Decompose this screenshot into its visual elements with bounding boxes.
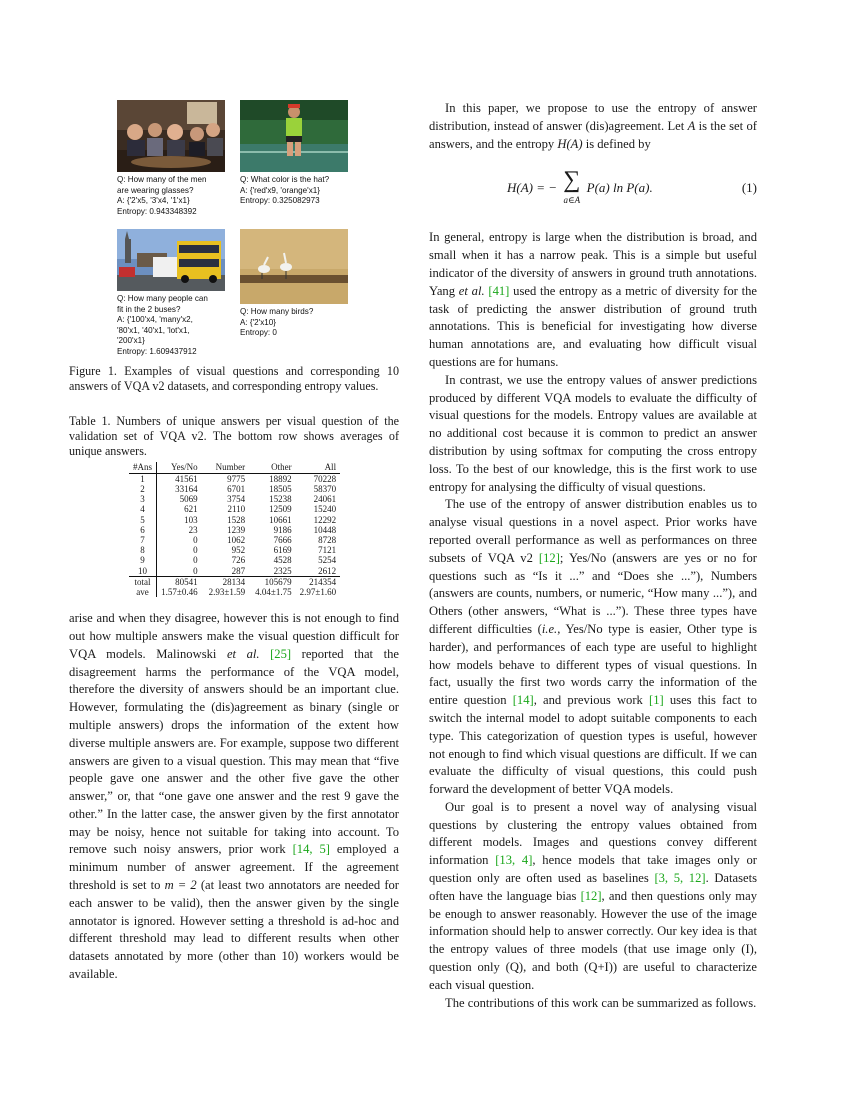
table-cell: 0 <box>193 555 198 566</box>
paragraph: The contributions of this work can be summarized as follows. <box>445 995 757 1010</box>
table-cell: 7666 <box>273 534 292 545</box>
paragraph: In contrast, we use the entropy values of answer predictions produced by different VQA models to evaluate the difficulty of visual questions for the models. Entropy values are available at no additional cost because it is common to predict an answer distribution by using softmax for computing the cross entropy loss. To the best of our knowledge, this is the first work to use entropy for analysing the difficulty of visual questions. <box>429 372 757 494</box>
equation-lhs: H(A) = − <box>507 180 558 196</box>
text-span: used the entropy as a metric of diversity for the task of predicting the answer distribution of ground truth annotations. This is beneficial for investigating how diverse human annotations are, and evaluating how difficult visual questions are for humans. <box>429 283 757 369</box>
text-span: employed a minimum number of answer agreement. If the agreement threshold is set to <box>69 842 399 893</box>
question-text: Q: How many birds? <box>240 307 314 316</box>
figure-item-2 <box>240 100 348 207</box>
math-span: m = 2 <box>164 878 197 893</box>
table-row <box>129 576 340 587</box>
table-cell: 0 <box>193 545 198 556</box>
photo-tennis-player <box>240 100 348 172</box>
figure-item-4 <box>240 229 348 339</box>
table-cell: 1528 <box>227 514 246 525</box>
table-cell: 2.93±1.59 <box>208 586 246 597</box>
figure-item-1 <box>117 100 225 217</box>
table-cell: 105679 <box>249 576 296 587</box>
table-cell: 2.97±1.60 <box>299 586 337 597</box>
text-span: (at least two annotators are needed for each answer to be valid), then the answer given by the single annotator is ignored. However setting a threshold is ad-hoc and different threshold may lead to different results when other datasets annotated by more (other than 10) workers would be available. <box>69 878 400 982</box>
table-cell: 1062 <box>227 534 246 545</box>
question-text: Q: What color is the hat? <box>240 175 330 184</box>
paragraph <box>429 229 757 371</box>
question-text-cont: are wearing glasses? <box>117 185 194 195</box>
text-span: Our goal is to present a novel way of analysing visual questions by clustering the entropy values obtained from different models. Images and questions convey different information <box>429 799 757 868</box>
table-cell: 80541 <box>157 576 202 587</box>
question-text-cont: fit in the 2 buses? <box>117 304 181 314</box>
figure-item-3 <box>117 229 225 358</box>
question-text: Q: How many of the men <box>117 175 207 184</box>
text-span: et al. <box>226 646 260 661</box>
table-row <box>129 535 340 545</box>
text-span: is the set of answers, and the entropy <box>429 118 757 151</box>
table-cell: total <box>129 576 157 587</box>
table-cell: 103 <box>184 514 198 525</box>
table-cell: 0 <box>193 565 198 576</box>
citation-link[interactable]: [25] <box>270 646 292 661</box>
text-span: In this paper, we propose to use the entropy of answer distribution, instead of answer (dis)agreement. Let <box>429 101 757 133</box>
table-cell: 2 <box>129 484 157 494</box>
answers-text: A: {'red'x9, 'orange'x1} <box>240 185 320 195</box>
table-header: Other <box>249 462 296 473</box>
paragraph <box>69 610 399 984</box>
table-cell: 18892 <box>269 473 292 484</box>
math-span: A <box>687 118 696 133</box>
figure-1 <box>69 96 399 354</box>
table-header: Number <box>202 462 250 473</box>
table-cell: 41561 <box>175 473 198 484</box>
citation-link[interactable]: [13, 4] <box>495 853 533 868</box>
table-cell: 23 <box>188 524 198 535</box>
sum-operator <box>563 165 580 205</box>
table-cell: 0 <box>193 534 198 545</box>
table-cell: 3754 <box>227 494 246 505</box>
table-cell: 12509 <box>269 504 292 515</box>
citation-link[interactable]: [1] <box>649 693 664 708</box>
table-cell: 4528 <box>273 555 292 566</box>
table-row <box>129 504 340 514</box>
text-span: In general, entropy is large when the distribution is broad, and small when it has a narrow peak. This is a simple but useful indicator of the diversity of answers in ground truth annotations. Yang <box>429 230 757 298</box>
table-cell: 4.04±1.75 <box>255 586 292 597</box>
table-body <box>129 473 340 597</box>
table-cell: 1239 <box>227 524 246 535</box>
table-header-row <box>129 462 340 473</box>
table-cell: 58370 <box>313 483 337 494</box>
table-cell: 6 <box>129 525 157 535</box>
table-header: Yes/No <box>157 462 202 473</box>
table-cell: 8 <box>129 545 157 555</box>
sum-symbol: ∑ <box>563 167 581 194</box>
entropy-text: Entropy: 0.325082973 <box>240 196 320 206</box>
text-span: uses this fact to switch the internal model to adopt suitable components to each type. This categorization of question types is useful, however not enough to find which visual questions are difficult. If we can evaluate the difficulty of visual questions, this could push forward the development of better VQA models. <box>429 693 757 797</box>
table-cell: 10448 <box>313 524 337 535</box>
answers-text: A: {'100'x4, 'many'x2, <box>117 315 193 325</box>
table-cell: 1 <box>129 473 157 484</box>
table-cell: 2325 <box>273 565 292 576</box>
table-cell: 1.57±0.46 <box>161 586 198 597</box>
table-row <box>129 473 340 484</box>
table-cell: 9 <box>129 555 157 565</box>
citation-link[interactable]: [12] <box>538 550 560 565</box>
left-body-text <box>69 610 399 984</box>
equation-number: (1) <box>741 180 757 196</box>
table-cell: 7121 <box>318 545 337 556</box>
table-cell: 214354 <box>296 576 340 587</box>
table-cell: 5069 <box>179 494 198 505</box>
table-row <box>129 525 340 535</box>
equation-body <box>507 165 653 205</box>
table-cell: 2612 <box>318 565 337 576</box>
text-span: . Datasets often have the language bias <box>429 871 757 903</box>
entropy-text: Entropy: 0 <box>240 328 277 338</box>
answers-table <box>129 462 340 597</box>
equation-1 <box>429 159 757 223</box>
answers-text: A: {'2'x5, '3'x4, '1'x1} <box>117 196 190 206</box>
table-cell: 15238 <box>269 494 292 505</box>
text-span: reported that the disagreement harms the performance of the VQA model, therefore the diversity of answers should be an important clue. However, formulating the (dis)agreement as binary (single or multiple answers) drops the information of the extent how diverse multiple answers are. For example, suppose two different answers are given to a visual question. This may mean that “five people gave one answer and the other five gave the other answer,” or, that “one gave one answer and the rest 9 gave the other.” In the latter case, the answer given by the first annotator may be noisy, hence not suitable for taking into account. To remove such noisy answers, prior work <box>69 646 399 857</box>
table-row <box>129 555 340 565</box>
photo-men-dinner <box>117 100 225 172</box>
table-header: #Ans <box>129 462 157 473</box>
table-row <box>129 515 340 525</box>
citation-link[interactable]: [14, 5] <box>292 842 330 857</box>
text-span: arise and when they disagree, however this is not enough to find out how multiple answers make the visual question difficult for VQA models. Malinowski <box>69 611 399 661</box>
figure-caption: Figure 1. Examples of visual questions and corresponding 10 answers of VQA v2 datasets, and corresponding entropy values. <box>69 364 399 394</box>
text-span: , and previous work <box>533 693 650 708</box>
qa-block-3 <box>117 294 225 358</box>
citation-link[interactable]: [41] <box>488 283 510 298</box>
table-cell: 9186 <box>273 524 292 535</box>
table-cell: 7 <box>129 535 157 545</box>
table-cell: 5 <box>129 515 157 525</box>
table-cell: 24061 <box>313 494 337 505</box>
table-cell: 12292 <box>313 514 337 525</box>
table-cell: 9775 <box>227 473 246 484</box>
question-text: Q: How many people can <box>117 294 208 303</box>
qa-block-4 <box>240 307 348 339</box>
sum-subscript: a∈A <box>563 195 581 206</box>
answers-text-cont: '80'x1, '40'x1, 'lot'x1, <box>117 325 190 335</box>
qa-block-2 <box>240 175 348 207</box>
table-row <box>129 545 340 555</box>
table-row <box>129 587 340 597</box>
citation-link[interactable]: [14] <box>512 693 534 708</box>
right-column <box>429 100 757 1012</box>
table-header: All <box>296 462 340 473</box>
table-cell: 15240 <box>313 504 337 515</box>
table-row <box>129 484 340 494</box>
text-span: i.e. <box>541 621 558 636</box>
text-span: , hence models that take images only or question only are often used as baselines <box>429 853 758 886</box>
text-span: is defined by <box>582 136 651 151</box>
citation-link[interactable]: [12] <box>580 888 602 903</box>
photo-buses <box>117 229 225 291</box>
text-span: , Yes/No type is easier, Other type is harder), and performances of each type are useful to highlight how models behave to different types of visual questions. In fact, usually the first two words carry the information of the entire question <box>429 621 757 708</box>
table-row <box>129 494 340 504</box>
equation-rhs: P(a) ln P(a). <box>586 180 653 196</box>
paragraph <box>429 100 757 153</box>
table-cell: 28134 <box>202 576 250 587</box>
entropy-text: Entropy: 1.609437912 <box>117 346 197 356</box>
table-cell: 10 <box>129 566 157 577</box>
answers-text-cont-2: '200'x1} <box>117 336 145 346</box>
photo-birds <box>240 229 348 304</box>
citation-link[interactable]: [3, 5, 12] <box>654 871 706 886</box>
table-cell: 10661 <box>269 514 292 525</box>
text-span: , and then questions only may be enough to answer reasonably. However the use of the image information should help to answer correctly. Our key idea is that the entropy values of three models (that use image only (I), question only (Q), and both (Q+I)) are useful to characterize each visual question. <box>429 888 757 992</box>
table-cell: 6169 <box>273 545 292 556</box>
text-span: et al. <box>458 283 485 298</box>
text-span: ; Yes/No (answers are yes or no for questions such as “Is it ...” and “Does she ...”), Numbers (answers are counts, numbers, or numeric, “How many ...”), and Others (other answers, “What is ...”). These three types have different difficulties ( <box>429 550 757 636</box>
table-cell: 5254 <box>318 555 337 566</box>
table-cell: 952 <box>231 545 246 556</box>
table-cell: 726 <box>231 555 246 566</box>
table-cell: ave <box>129 587 157 597</box>
paragraph <box>429 799 757 995</box>
qa-block-1 <box>117 175 225 217</box>
table-cell: 287 <box>231 565 246 576</box>
entropy-text: Entropy: 0.943348392 <box>117 206 197 216</box>
text-span: The use of the entropy of answer distribution enables us to analyse visual questions in a novel aspect. Prior works have reported overall performance as well as performances on three subsets of VQA v2 <box>429 497 757 565</box>
table-cell: 8728 <box>318 534 337 545</box>
paragraph <box>429 496 757 799</box>
table-cell: 4 <box>129 504 157 514</box>
table-cell: 3 <box>129 494 157 504</box>
table-cell: 70228 <box>313 473 337 484</box>
table-cell: 18505 <box>269 483 292 494</box>
table-caption: Table 1. Numbers of unique answers per visual question of the validation set of VQA v2. The bottom row shows averages of unique answers. <box>69 413 399 459</box>
table-cell: 33164 <box>175 483 198 494</box>
math-span: H(A) <box>557 136 583 151</box>
table-cell: 6701 <box>227 483 246 494</box>
table-cell: 2110 <box>227 504 246 515</box>
left-column <box>69 96 399 984</box>
table-cell: 621 <box>184 504 198 515</box>
answers-text: A: {'2'x10} <box>240 317 276 327</box>
table-row <box>129 566 340 577</box>
